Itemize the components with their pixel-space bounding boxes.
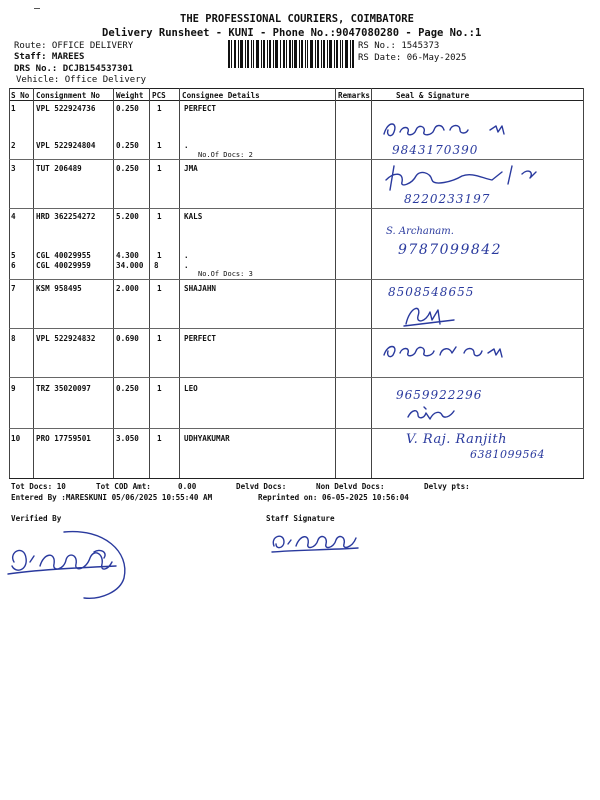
cell-pcs: 1 <box>157 164 162 173</box>
cell-weight: 34.000 <box>116 261 144 270</box>
runsheet-subtitle: Delivery Runsheet - KUNI - Phone No.:9047080280 - Page No.:1 <box>102 27 482 39</box>
cell-sno: 3 <box>11 164 16 173</box>
cell-sno: 9 <box>11 384 16 393</box>
cell-consignee: UDHYAKUMAR <box>184 434 230 443</box>
row-divider <box>9 328 584 329</box>
handwritten-signature <box>404 405 464 423</box>
handwritten-signature <box>400 302 460 330</box>
verified-signature-stamp <box>4 522 134 602</box>
cell-sno: 4 <box>11 212 16 221</box>
barcode-image <box>228 40 356 68</box>
total-cod-value: 0.00 <box>178 482 197 491</box>
handwritten-name: V. Raj. Ranjith <box>406 432 508 447</box>
cell-pcs: 1 <box>157 384 162 393</box>
cell-consignment: TRZ 35020097 <box>36 384 91 393</box>
cell-weight: 0.250 <box>116 141 139 150</box>
cell-pcs: 1 <box>157 434 162 443</box>
cell-weight: 5.200 <box>116 212 139 221</box>
cell-weight: 4.300 <box>116 251 139 260</box>
delivered-docs-label: Delvd Docs: <box>236 482 287 491</box>
cell-consignment: VPL 522924804 <box>36 141 96 150</box>
delivery-points-label: Delvy pts: <box>424 482 470 491</box>
col-divider <box>335 88 336 478</box>
total-cod-label: Tot COD Amt: <box>96 482 151 491</box>
cell-weight: 3.050 <box>116 434 139 443</box>
handwritten-phone: 8220233197 <box>404 192 491 206</box>
drs-label: DRS No.: DCJB154537301 <box>14 64 134 74</box>
col-divider <box>583 88 584 478</box>
entered-by: Entered By :MARESKUNI 05/06/2025 10:55:40 AM <box>11 493 213 502</box>
cell-pcs: 1 <box>157 212 162 221</box>
col-header-sno: S No <box>11 91 30 100</box>
staff-signature-label: Staff Signature <box>266 514 335 523</box>
handwritten-phone: 9659922296 <box>396 388 483 402</box>
cell-consignment: TUT 206489 <box>36 164 82 173</box>
cell-consignee: PERFECT <box>184 334 217 343</box>
cell-sno: 7 <box>11 284 16 293</box>
non-delivered-docs-label: Non Delvd Docs: <box>316 482 385 491</box>
cell-consignment: KSM 958495 <box>36 284 82 293</box>
cell-sno: 2 <box>11 141 16 150</box>
cell-sno: 10 <box>11 434 21 443</box>
cell-pcs: 1 <box>157 251 162 260</box>
cell-sno: 5 <box>11 251 16 260</box>
handwritten-signature <box>380 341 530 363</box>
col-header-consignee: Consignee Details <box>182 91 260 100</box>
staff-label: Staff: MAREES <box>14 52 85 62</box>
route-label: Route: OFFICE DELIVERY <box>14 41 134 51</box>
cell-consignee: PERFECT <box>184 104 217 113</box>
verified-by-label: Verified By <box>11 514 62 523</box>
rs-date: RS Date: 06-May-2025 <box>358 53 467 63</box>
cell-sno: 1 <box>11 104 16 113</box>
handwritten-phone: 6381099564 <box>470 448 545 461</box>
col-divider <box>371 88 372 478</box>
col-divider <box>179 88 180 478</box>
table-header-border <box>9 100 584 101</box>
cell-consignment: CGL 40029955 <box>36 251 91 260</box>
row-divider <box>9 208 584 209</box>
col-divider <box>9 88 10 478</box>
cell-weight: 0.690 <box>116 334 139 343</box>
cell-consignee: . <box>184 141 189 150</box>
cell-consignee: SHAJAHN <box>184 284 217 293</box>
cell-consignment: CGL 40029959 <box>36 261 91 270</box>
cell-consignee: . <box>184 251 189 260</box>
cell-consignment: HRD 362254272 <box>36 212 96 221</box>
handwritten-name: S. Archanam. <box>386 226 454 237</box>
docs-count-note: No.Of Docs: 3 <box>198 270 253 278</box>
scan-mark <box>34 8 40 9</box>
cell-weight: 0.250 <box>116 104 139 113</box>
handwritten-signature <box>380 118 530 142</box>
cell-pcs: 1 <box>157 334 162 343</box>
cell-sno: 6 <box>11 261 16 270</box>
staff-signature <box>266 524 366 560</box>
col-header-consignment: Consignment No <box>36 91 101 100</box>
cell-pcs: 8 <box>154 261 159 270</box>
company-title: THE PROFESSIONAL COURIERS, COIMBATORE <box>180 13 414 25</box>
cell-consignment: VPL 522924832 <box>36 334 96 343</box>
total-docs: Tot Docs: 10 <box>11 482 66 491</box>
row-divider <box>9 279 584 280</box>
row-divider <box>9 428 584 429</box>
cell-consignee: . <box>184 261 189 270</box>
cell-pcs: 1 <box>157 141 162 150</box>
cell-consignment: VPL 522924736 <box>36 104 96 113</box>
cell-pcs: 1 <box>157 104 162 113</box>
cell-consignment: PRO 17759501 <box>36 434 91 443</box>
col-divider <box>113 88 114 478</box>
cell-sno: 8 <box>11 334 16 343</box>
handwritten-phone: 9843170390 <box>392 143 479 157</box>
vehicle-label: Vehicle: Office Delivery <box>16 75 147 85</box>
col-header-weight: Weight <box>116 91 144 100</box>
reprinted-on: Reprinted on: 06-05-2025 10:56:04 <box>258 493 409 502</box>
cell-consignee: JMA <box>184 164 198 173</box>
cell-weight: 0.250 <box>116 164 139 173</box>
table-bottom-border <box>9 478 584 479</box>
rs-number: RS No.: 1545373 <box>358 41 440 51</box>
cell-consignee: KALS <box>184 212 203 221</box>
col-header-pcs: PCS <box>152 91 166 100</box>
col-header-seal: Seal & Signature <box>396 91 470 100</box>
col-divider <box>149 88 150 478</box>
cell-weight: 2.000 <box>116 284 139 293</box>
col-divider <box>33 88 34 478</box>
table-top-border <box>9 88 584 89</box>
cell-consignee: LEO <box>184 384 198 393</box>
cell-pcs: 1 <box>157 284 162 293</box>
col-header-remarks: Remarks <box>338 91 371 100</box>
row-divider <box>9 377 584 378</box>
handwritten-phone: 8508548655 <box>388 285 475 299</box>
row-divider <box>9 159 584 160</box>
docs-count-note: No.Of Docs: 2 <box>198 151 253 159</box>
cell-weight: 0.250 <box>116 384 139 393</box>
handwritten-phone: 9787099842 <box>398 242 503 258</box>
handwritten-signature <box>382 162 542 194</box>
